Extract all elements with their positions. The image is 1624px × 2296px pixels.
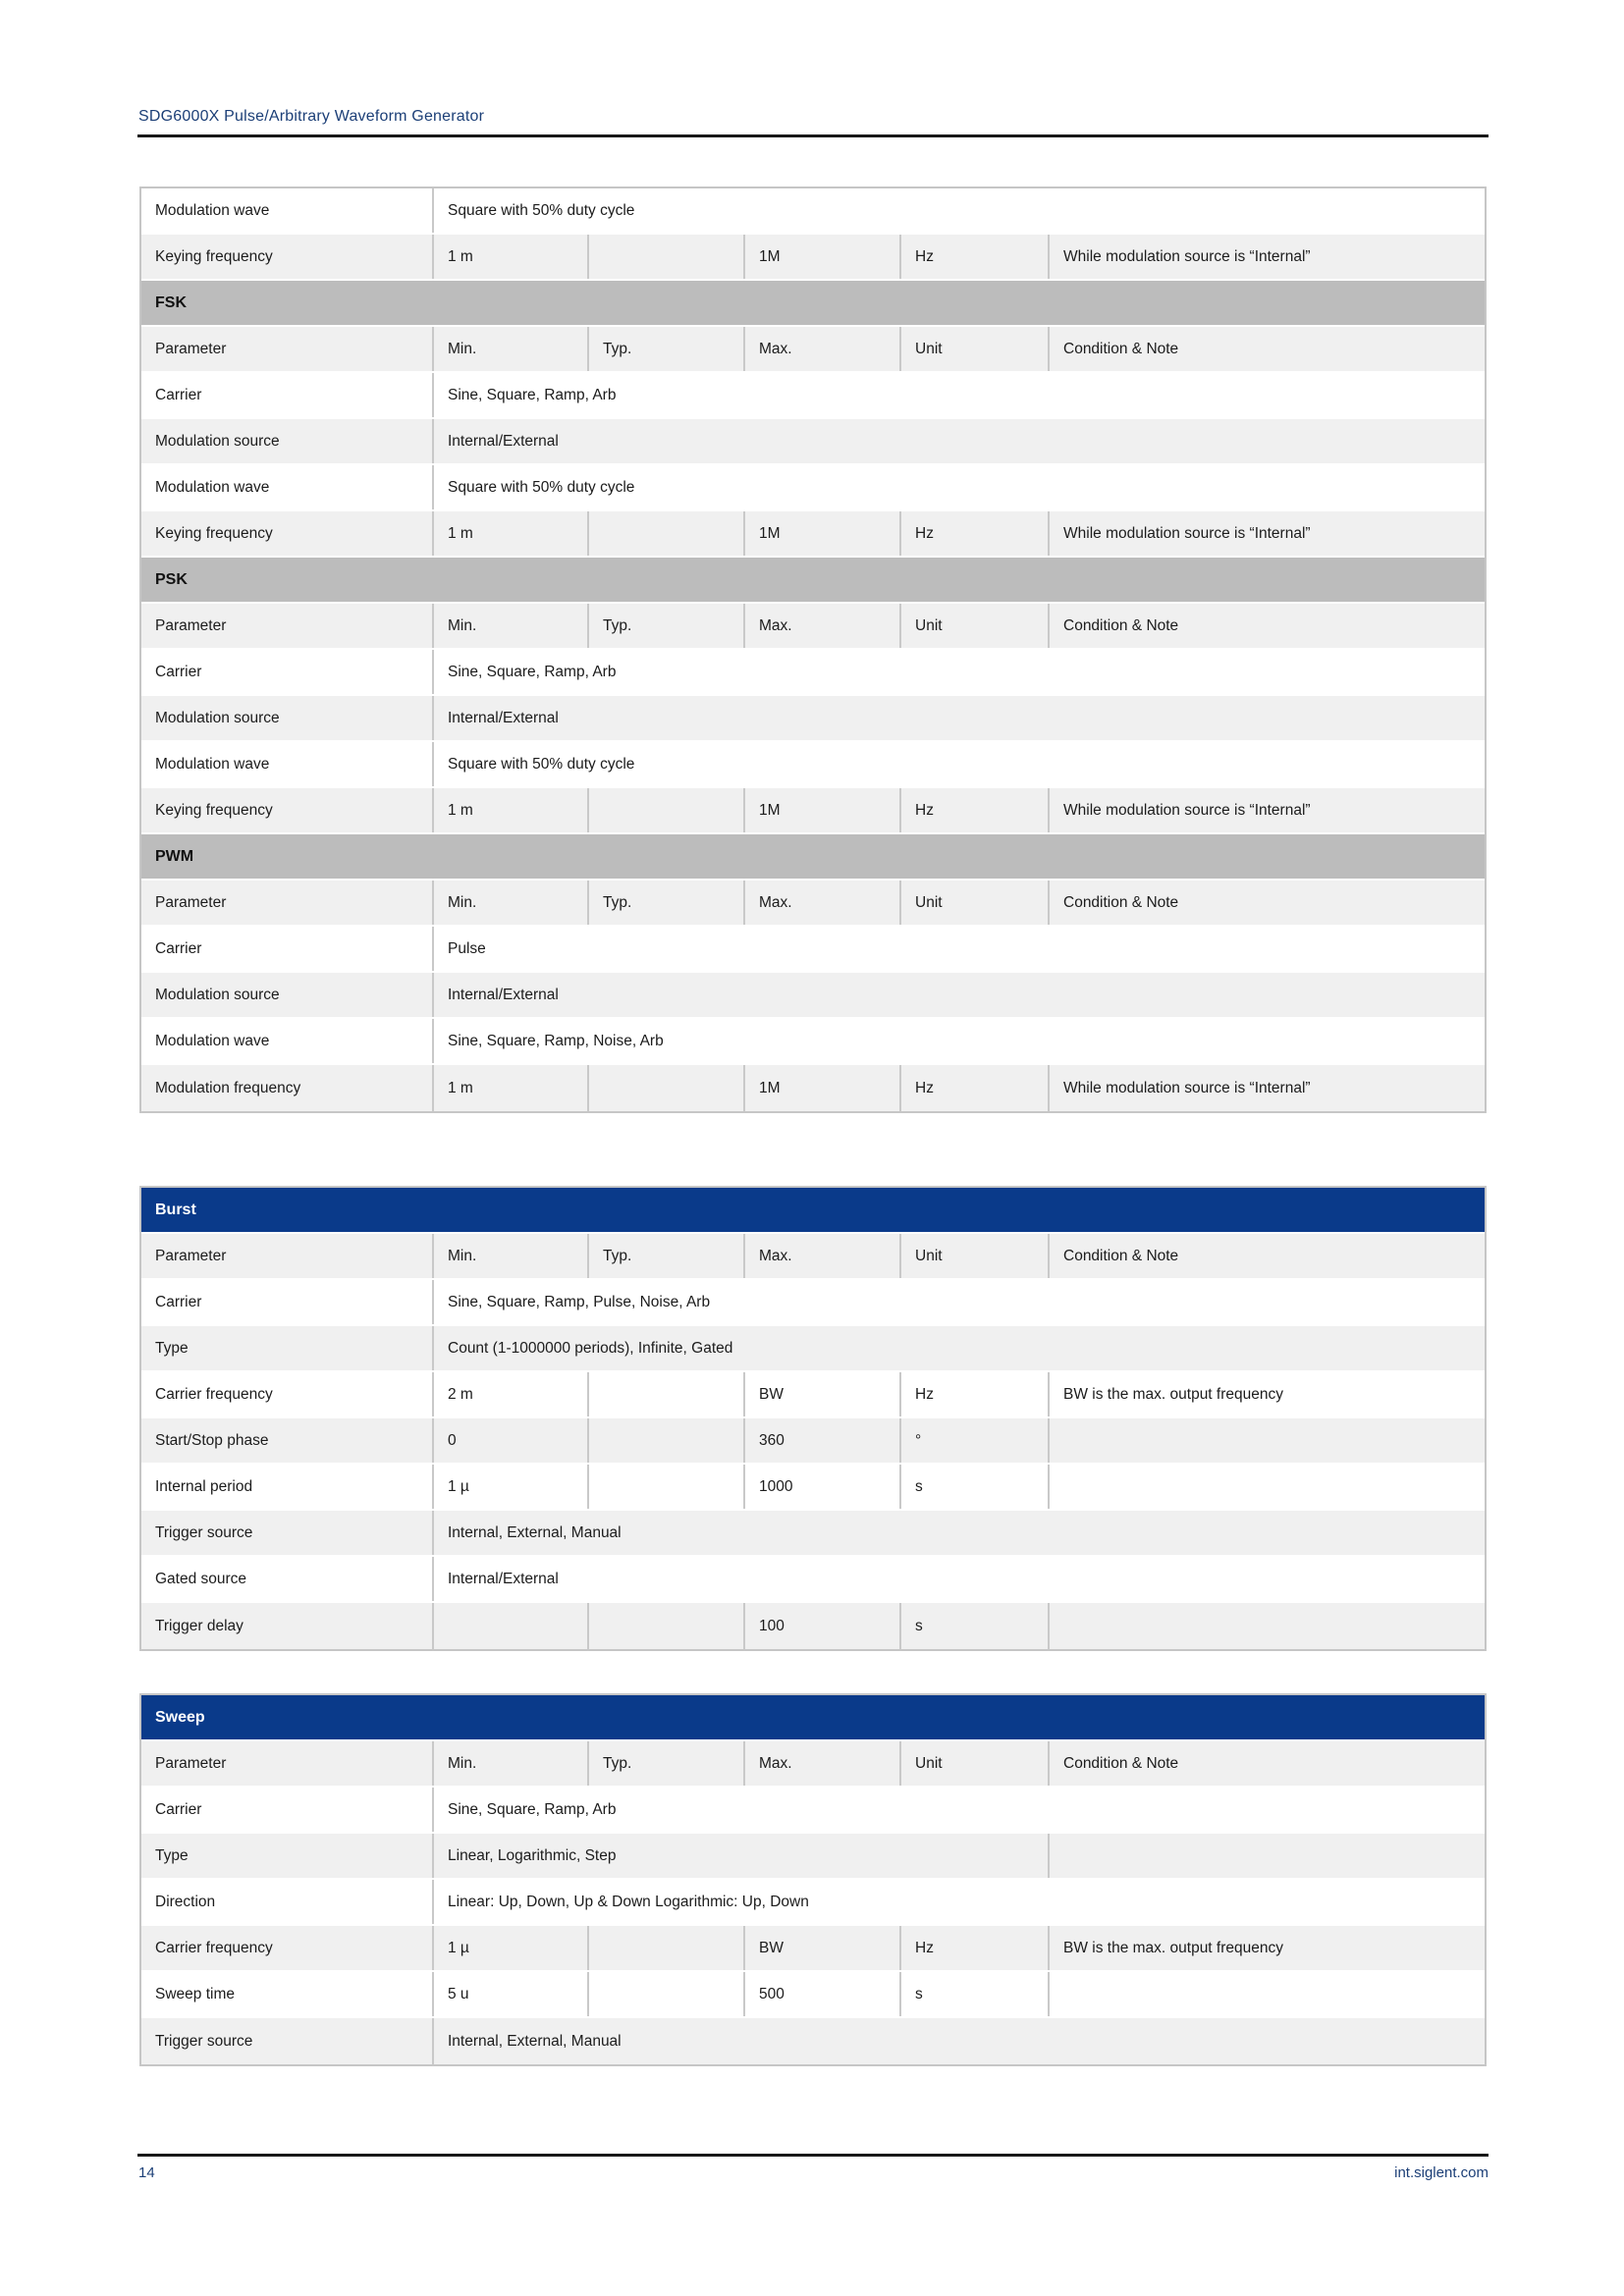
table-row (141, 742, 1485, 788)
typ-header-cell: Typ. (587, 881, 743, 925)
typ-cell (587, 1603, 743, 1649)
value-cell: Count (1-1000000 periods), Infinite, Gated (432, 1326, 1485, 1370)
max-cell: 1M (743, 511, 899, 556)
max-cell: 1M (743, 1065, 899, 1111)
param-header-cell: Parameter (141, 327, 432, 371)
param-label-cell: Modulation source (141, 696, 432, 740)
value-cell: Internal, External, Manual (432, 1511, 1485, 1555)
max-cell: 1M (743, 788, 899, 832)
spec-table-modulation-continued (139, 187, 1487, 1113)
table-header-row (141, 1234, 1485, 1280)
section-band (141, 834, 1485, 881)
value-cell: Sine, Square, Ramp, Pulse, Noise, Arb (432, 1280, 1485, 1324)
param-label-cell: Carrier (155, 1293, 202, 1310)
table-row (141, 1326, 1485, 1372)
param-label-cell: Start/Stop phase (141, 1418, 432, 1463)
condition-cell: BW is the max. output frequency (1048, 1926, 1485, 1970)
param-label-cell: Sweep time (155, 1985, 235, 2002)
unit-cell: Hz (899, 511, 1048, 556)
condition-cell: While modulation source is “Internal” (1048, 788, 1485, 832)
table-row (141, 1280, 1485, 1326)
min-cell: 1 m (432, 1065, 587, 1111)
param-label-cell: Carrier (155, 1800, 202, 1818)
param-label-cell: Type (141, 1834, 432, 1878)
page-number: 14 (138, 2164, 155, 2181)
condition-cell (1048, 1418, 1485, 1463)
typ-header-cell: Typ. (587, 604, 743, 648)
min-cell: 1 m (432, 235, 587, 279)
value-cell: Internal/External (432, 696, 1485, 740)
param-label-cell: Internal period (155, 1477, 253, 1495)
param-label-cell: Carrier frequency (141, 1926, 432, 1970)
table-row (141, 1511, 1485, 1557)
max-cell: BW (743, 1926, 899, 1970)
table-header-row (141, 881, 1485, 927)
table-title-band (141, 1188, 1485, 1234)
param-label-cell: Carrier frequency (155, 1385, 273, 1403)
min-cell (432, 1603, 587, 1649)
param-label-cell: Modulation source (141, 419, 432, 463)
param-label-cell: Keying frequency (141, 788, 432, 832)
table-row (141, 465, 1485, 511)
condition-cell (1048, 1603, 1485, 1649)
min-header-cell: Min. (432, 1234, 587, 1278)
unit-cell: Hz (899, 788, 1048, 832)
min-cell: 0 (432, 1418, 587, 1463)
param-header-cell: Parameter (141, 1234, 432, 1278)
param-label-cell: Carrier (155, 663, 202, 680)
param-label-cell: Trigger source (141, 1511, 432, 1555)
param-label-cell: Keying frequency (141, 511, 432, 556)
min-header-cell: Min. (432, 327, 587, 371)
max-header-cell: Max. (743, 1234, 899, 1278)
table-row (141, 1603, 1485, 1649)
unit-header-cell: Unit (899, 604, 1048, 648)
typ-cell (587, 235, 743, 279)
value-cell: Internal/External (432, 1557, 1485, 1601)
document-header-title: SDG6000X Pulse/Arbitrary Waveform Generator (138, 108, 485, 125)
table-row (141, 927, 1485, 973)
table-row (141, 1926, 1485, 1972)
unit-cell: Hz (899, 1926, 1048, 1970)
value-cell: Sine, Square, Ramp, Arb (432, 650, 1485, 694)
table-row (141, 1372, 1485, 1418)
max-header-cell: Max. (743, 881, 899, 925)
condition-header-cell: Condition & Note (1048, 604, 1485, 648)
unit-cell: s (899, 1465, 1048, 1509)
value-cell: Square with 50% duty cycle (432, 465, 1485, 509)
table-row (141, 511, 1485, 558)
unit-header-cell: Unit (899, 327, 1048, 371)
condition-header-cell: Condition & Note (1048, 881, 1485, 925)
table-row (141, 1972, 1485, 2018)
unit-cell: Hz (899, 1065, 1048, 1111)
max-cell: 360 (743, 1418, 899, 1463)
spec-table-sweep (139, 1693, 1487, 2066)
min-cell: 2 m (432, 1372, 587, 1416)
section-band (141, 558, 1485, 604)
condition-cell: While modulation source is “Internal” (1048, 1065, 1485, 1111)
typ-cell (587, 1926, 743, 1970)
table-row (141, 1880, 1485, 1926)
value-cell: Sine, Square, Ramp, Noise, Arb (432, 1019, 1485, 1063)
unit-cell: ° (899, 1418, 1048, 1463)
param-label-cell: Modulation source (141, 973, 432, 1017)
condition-cell: BW is the max. output frequency (1048, 1372, 1485, 1416)
min-cell: 1 µ (432, 1926, 587, 1970)
table-row (141, 373, 1485, 419)
section-title: Sweep (155, 1708, 205, 1726)
table-row (141, 788, 1485, 834)
unit-cell: s (899, 1972, 1048, 2016)
param-header-cell: Parameter (141, 604, 432, 648)
typ-header-cell: Typ. (587, 1234, 743, 1278)
table-header-row (141, 327, 1485, 373)
typ-header-cell: Typ. (587, 327, 743, 371)
min-header-cell: Min. (432, 881, 587, 925)
min-cell: 5 u (432, 1972, 587, 2016)
max-cell: 1M (743, 235, 899, 279)
param-label-cell: Carrier (155, 386, 202, 403)
section-band (141, 281, 1485, 327)
max-cell: BW (743, 1372, 899, 1416)
condition-header-cell: Condition & Note (1048, 1741, 1485, 1786)
table-row (141, 1065, 1485, 1111)
header-rule (137, 134, 1489, 137)
unit-header-cell: Unit (899, 1234, 1048, 1278)
max-cell: 1000 (743, 1465, 899, 1509)
max-cell: 100 (743, 1603, 899, 1649)
max-header-cell: Max. (743, 1741, 899, 1786)
table-row (141, 1019, 1485, 1065)
typ-header-cell: Typ. (587, 1741, 743, 1786)
min-cell: 1 m (432, 511, 587, 556)
table-row (141, 2018, 1485, 2064)
param-label-cell: Modulation frequency (141, 1065, 432, 1111)
unit-cell: s (899, 1603, 1048, 1649)
unit-cell: Hz (899, 1372, 1048, 1416)
table-row (141, 1557, 1485, 1603)
table-row (141, 1465, 1485, 1511)
condition-cell: While modulation source is “Internal” (1048, 511, 1485, 556)
typ-cell (587, 1972, 743, 2016)
value-cell: Internal/External (432, 973, 1485, 1017)
min-cell: 1 m (432, 788, 587, 832)
value-cell: Sine, Square, Ramp, Arb (432, 373, 1485, 417)
condition-header-cell: Condition & Note (1048, 1234, 1485, 1278)
typ-cell (587, 1465, 743, 1509)
section-title: FSK (155, 294, 187, 311)
value-cell: Linear, Logarithmic, Step (432, 1834, 1048, 1878)
table-row (141, 188, 1485, 235)
typ-cell (587, 511, 743, 556)
param-label-cell: Gated source (155, 1570, 247, 1587)
condition-cell (1048, 1834, 1485, 1878)
value-cell: Pulse (432, 927, 1485, 971)
value-cell: Square with 50% duty cycle (432, 188, 1485, 233)
min-header-cell: Min. (432, 1741, 587, 1786)
value-cell: Square with 50% duty cycle (432, 742, 1485, 786)
spec-table-burst (139, 1186, 1487, 1651)
table-row (141, 1788, 1485, 1834)
unit-header-cell: Unit (899, 1741, 1048, 1786)
value-cell: Sine, Square, Ramp, Arb (432, 1788, 1485, 1832)
section-title: PWM (155, 847, 194, 865)
param-label-cell: Trigger delay (141, 1603, 432, 1649)
section-title: Burst (155, 1201, 196, 1218)
table-title-band (141, 1695, 1485, 1741)
min-cell: 1 µ (432, 1465, 587, 1509)
param-label-cell: Modulation wave (155, 755, 270, 773)
table-row (141, 650, 1485, 696)
min-header-cell: Min. (432, 604, 587, 648)
max-header-cell: Max. (743, 327, 899, 371)
condition-cell (1048, 1465, 1485, 1509)
table-header-row (141, 604, 1485, 650)
param-label-cell: Direction (155, 1893, 216, 1910)
typ-cell (587, 788, 743, 832)
param-label-cell: Type (141, 1326, 432, 1370)
param-header-cell: Parameter (141, 881, 432, 925)
unit-header-cell: Unit (899, 881, 1048, 925)
typ-cell (587, 1418, 743, 1463)
table-row (141, 973, 1485, 1019)
condition-cell (1048, 1972, 1485, 2016)
value-cell: Internal, External, Manual (432, 2018, 1485, 2064)
table-row (141, 1418, 1485, 1465)
param-label-cell: Keying frequency (141, 235, 432, 279)
section-title: PSK (155, 570, 188, 588)
footer-site-link[interactable]: int.siglent.com (1394, 2164, 1489, 2181)
table-row (141, 1834, 1485, 1880)
typ-cell (587, 1372, 743, 1416)
table-row (141, 696, 1485, 742)
value-cell: Internal/External (432, 419, 1485, 463)
value-cell: Linear: Up, Down, Up & Down Logarithmic: Up, Down (432, 1880, 1485, 1924)
param-label-cell: Carrier (155, 939, 202, 957)
max-cell: 500 (743, 1972, 899, 2016)
table-row (141, 419, 1485, 465)
typ-cell (587, 1065, 743, 1111)
table-header-row (141, 1741, 1485, 1788)
condition-header-cell: Condition & Note (1048, 327, 1485, 371)
condition-cell: While modulation source is “Internal” (1048, 235, 1485, 279)
table-row (141, 235, 1485, 281)
param-label-cell: Trigger source (141, 2018, 432, 2064)
max-header-cell: Max. (743, 604, 899, 648)
param-label-cell: Modulation wave (155, 201, 270, 219)
unit-cell: Hz (899, 235, 1048, 279)
footer-rule (137, 2154, 1489, 2157)
param-label-cell: Modulation wave (155, 1032, 270, 1049)
param-label-cell: Modulation wave (155, 478, 270, 496)
param-header-cell: Parameter (141, 1741, 432, 1786)
